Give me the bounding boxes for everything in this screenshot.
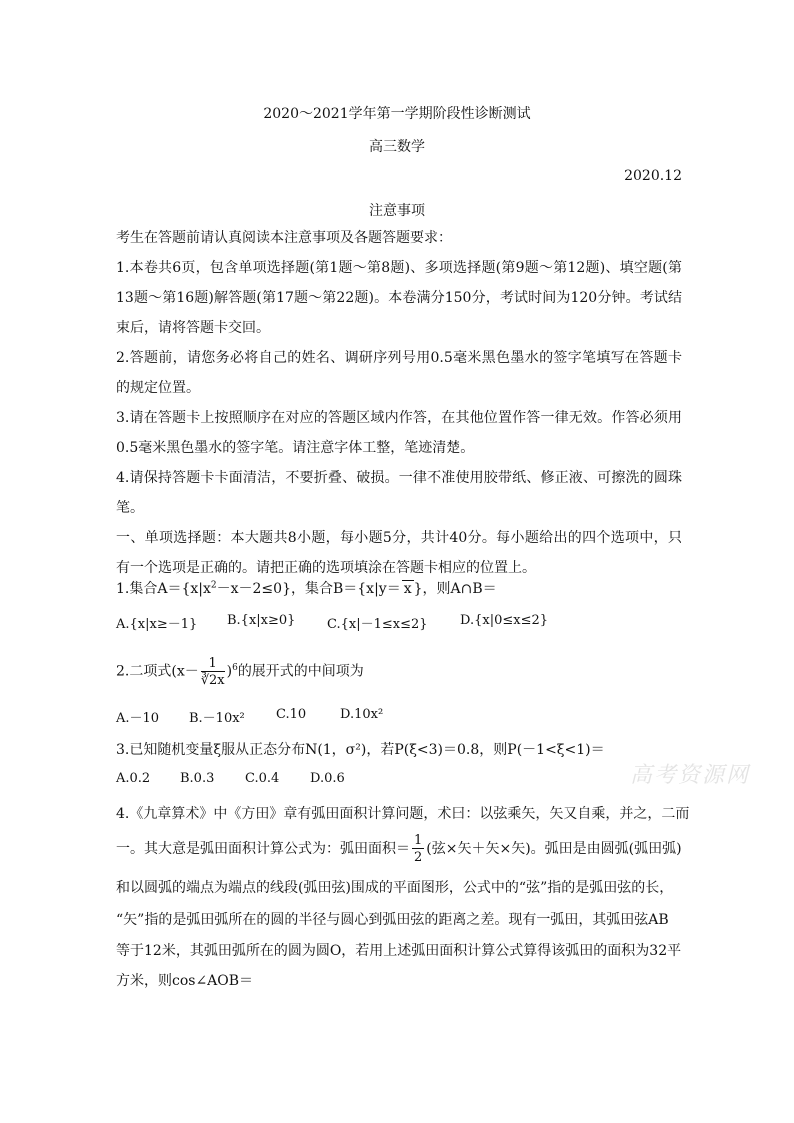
- q4-line-3: 和以圆弧的端点为端点的线段(弧田弦)围成的平面图形，公式中的“弦”指的是弧田弦的长，: [116, 880, 674, 896]
- q4-line-2: 一。其大意是弧田面积计算公式为：弧田面积＝ $\frac{1}{2}$ (弦×矢＋矢×矢)。弧田是由圆弧(弧田弧): [116, 833, 682, 865]
- q1-stem: 1.集合$A=\{x|x^2-x-2\le 0\}$，集合B＝{x|y＝ x }，则A∩B＝: [116, 580, 497, 597]
- q2-stem: 2.二项式(x－ $\frac{1}{∛2x}$ )$^6$的展开式的中间项为: [116, 655, 364, 688]
- q2-option-b: B.－10x²: [189, 711, 245, 726]
- instruction-item-1: 1.本卷共6页，包含单项选择题(第1题～第8题)、多项选择题(第9题～第12题)、填空题(第13题～第16题)解答题(第17题～第22题)。本卷满分150分，考试时间为120分钟。考试结束后，请将答题卡交回。: [116, 260, 682, 336]
- q4-line-5: 等于12米，其弧田弧所在的圆为圆O，若用上述弧田面积计算公式算得该弧田的面积为32平: [116, 943, 682, 959]
- q3-option-c: C.0.4: [245, 771, 280, 786]
- instruction-item-4: 4.请保持答题卡卡面清洁，不要折叠、破损。一律不准使用胶带纸、修正液、可擦洗的圆珠笔。: [116, 470, 682, 516]
- q4-fraction-half: $\frac{1}{2}$: [414, 833, 423, 865]
- exam-title: 2020～2021学年第一学期阶段性诊断测试: [263, 106, 531, 122]
- instructions-intro: 考生在答题前请认真阅读本注意事项及各题答题要求：: [116, 230, 452, 246]
- watermark: 高考资源网: [630, 763, 751, 788]
- q2-option-a: A.－10: [116, 711, 160, 726]
- q1-option-b: B.{x|x≥0}: [227, 613, 296, 628]
- q4-line-6: 方米，则cos∠AOB＝: [116, 973, 254, 989]
- instruction-item-2: 2.答题前，请您务必将自己的姓名、调研序列号用0.5毫米黑色墨水的签字笔填写在答题卡的规定位置。: [116, 350, 682, 396]
- sqrt-x: x: [403, 581, 412, 597]
- q4-line-1: 4.《九章算术》中《方田》章有弧田面积计算问题，术曰：以弦乘矢，矢又自乘，并之，二而: [116, 806, 690, 822]
- q3-stem: 3.已知随机变量ξ服从正态分布N(1，σ²)，若P(ξ<3)＝0.8，则P(－1<ξ<1)＝: [116, 742, 605, 758]
- subject-title: 高三数学: [369, 139, 425, 155]
- q2-option-d: D.10x²: [340, 707, 384, 722]
- section1-heading: 一、单项选择题：本大题共8小题，每小题5分，共计40分。每小题给出的四个选项中，只有一个选项是正确的。请把正确的选项填涂在答题卡相应的位置上。: [116, 530, 682, 576]
- q1-option-a: A.{x|x≥－1}: [116, 617, 198, 632]
- q2-option-c: C.10: [276, 707, 307, 722]
- q1-option-c: C.{x|－1≤x≤2}: [327, 617, 428, 632]
- q3-option-b: B.0.3: [180, 771, 215, 786]
- instruction-item-3: 3.请在答题卡上按照顺序在对应的答题区域内作答，在其他位置作答一律无效。作答必须用0.5毫米黑色墨水的签字笔。请注意字体工整，笔迹清楚。: [116, 410, 682, 456]
- q4-line-4: “矢”指的是弧田弧所在的圆的半径与圆心到弧田弦的距离之差。现有一弧田，其弧田弦AB: [116, 912, 669, 928]
- notice-title: 注意事项: [369, 203, 425, 219]
- exam-date: 2020.12: [624, 168, 682, 184]
- q2-fraction: $\frac{1}{∛2x}$: [200, 655, 225, 688]
- q1-option-d: D.{x|0≤x≤2}: [460, 613, 549, 628]
- q3-option-a: A.0.2: [116, 771, 151, 786]
- instructions-block: [116, 223, 682, 583]
- q3-option-d: D.0.6: [310, 771, 345, 786]
